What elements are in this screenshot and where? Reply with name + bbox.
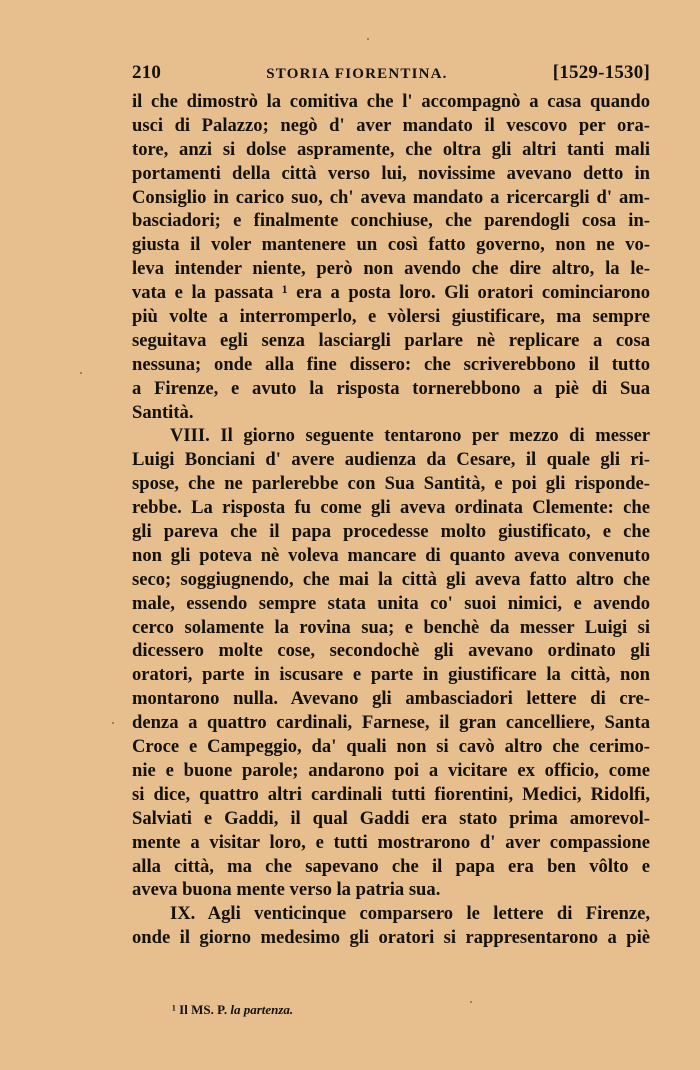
- text-line: Salviati e Gaddi, il qual Gaddi era stato prima amorevol-: [132, 807, 650, 829]
- speck: [112, 722, 114, 724]
- text-line: usci di Palazzo; negò d' aver mandato il vescovo per ora-: [132, 114, 650, 136]
- text-line: si dice, quattro altri cardinali tutti fiorentini, Medici, Ridolfi,: [132, 783, 650, 805]
- text-line: onde il giorno medesimo gli oratori si rappresentarono a piè: [132, 927, 650, 949]
- text-line: seguitava egli senza lasciargli parlare nè replicare a cosa: [132, 329, 650, 351]
- text-line: basciadori; e finalmente conchiuse, che parendogli cosa in-: [132, 210, 650, 232]
- text-line: nie e buone parole; andarono poi a vicitare ex officio, come: [132, 759, 650, 781]
- text-line: portamenti della città verso lui, novissime avevano detto in: [132, 162, 650, 184]
- text-line: seco; soggiugnendo, che mai la città gli aveva fatto altro che: [132, 568, 650, 590]
- text-line: a Firenze, e avuto la risposta tornerebbono a piè di Sua: [132, 377, 650, 399]
- text-line: vata e la passata ¹ era a posta loro. Gli oratori cominciarono: [132, 282, 650, 304]
- text-line: spose, che ne parlerebbe con Sua Santità, e poi gli risponde-: [132, 473, 650, 495]
- text-line: Croce e Campeggio, da' quali non si cavò altro che cerimo-: [132, 736, 650, 758]
- text-line: alla città, ma che sapevano che il papa era ben vôlto e: [132, 855, 650, 877]
- running-header: [132, 62, 650, 90]
- text-line: male, essendo sempre stata unita co' suoi nimici, e avendo: [132, 592, 650, 614]
- text-line: gli pareva che il papa procedesse molto giustificato, e che: [132, 521, 650, 543]
- text-line: leva intender niente, però non avendo che dire altro, la le-: [132, 258, 650, 280]
- footnote: [172, 1002, 293, 1018]
- text-line: rebbe. La risposta fu come gli aveva ordinata Clemente: che: [132, 497, 650, 519]
- text-line: montarono nulla. Avevano gli ambasciadori lettere di cre-: [132, 688, 650, 710]
- text-line: cerco solamente la rovina sua; e benchè da messer Luigi si: [132, 616, 650, 638]
- text-line: giusta il voler mantenere un così fatto governo, non ne vo-: [132, 234, 650, 256]
- paragraph-start-line: VIII. Il giorno seguente tentarono per mezzo di messer: [170, 425, 650, 447]
- text-line: dicessero molte cose, secondochè gli avevano ordinato gli: [132, 640, 650, 662]
- text-line: nessuna; onde alla fine dissero: che scriverebbono il tutto: [132, 353, 650, 375]
- text-line: mente a visitar loro, e tutti mostrarono d' aver compassione: [132, 831, 650, 853]
- paragraph-start-line: IX. Agli venticinque comparsero le lettere di Firenze,: [170, 903, 650, 925]
- running-title: STORIA FIORENTINA.: [266, 66, 448, 82]
- speck: [470, 1001, 472, 1003]
- text-line: oratori, parte in iscusare e parte in giustificare la città, non: [132, 664, 650, 686]
- speck: [80, 372, 82, 374]
- book-page: [132, 62, 650, 950]
- text-line: Luigi Bonciani d' avere audienza da Cesare, il quale gli ri-: [132, 449, 650, 471]
- body-text: [132, 90, 650, 950]
- year-range: [1529-1530]: [552, 62, 650, 83]
- text-line: denza a quattro cardinali, Farnese, il gran cancelliere, Santa: [132, 712, 650, 734]
- text-line: Consiglio in carico suo, ch' aveva mandato a ricercargli d' am-: [132, 186, 650, 208]
- text-line: più volte a interromperlo, e vòlersi giustificare, ma sempre: [132, 306, 650, 328]
- speck: [367, 38, 369, 40]
- text-line: non gli poteva nè voleva mancare di quanto aveva convenuto: [132, 544, 650, 566]
- page-number: 210: [132, 62, 162, 83]
- text-line: Santità.: [132, 401, 194, 423]
- footnote-marker: ¹: [172, 1002, 176, 1017]
- text-line: il che dimostrò la comitiva che l' accompagnò a casa quando: [132, 91, 650, 112]
- footnote-italic-text: la partenza.: [230, 1002, 294, 1017]
- text-line: tore, anzi si dolse aspramente, che oltra gli altri tanti mali: [132, 138, 650, 160]
- text-line: aveva buona mente verso la patria sua.: [132, 879, 441, 901]
- footnote-text: Il MS. P.: [179, 1002, 228, 1017]
